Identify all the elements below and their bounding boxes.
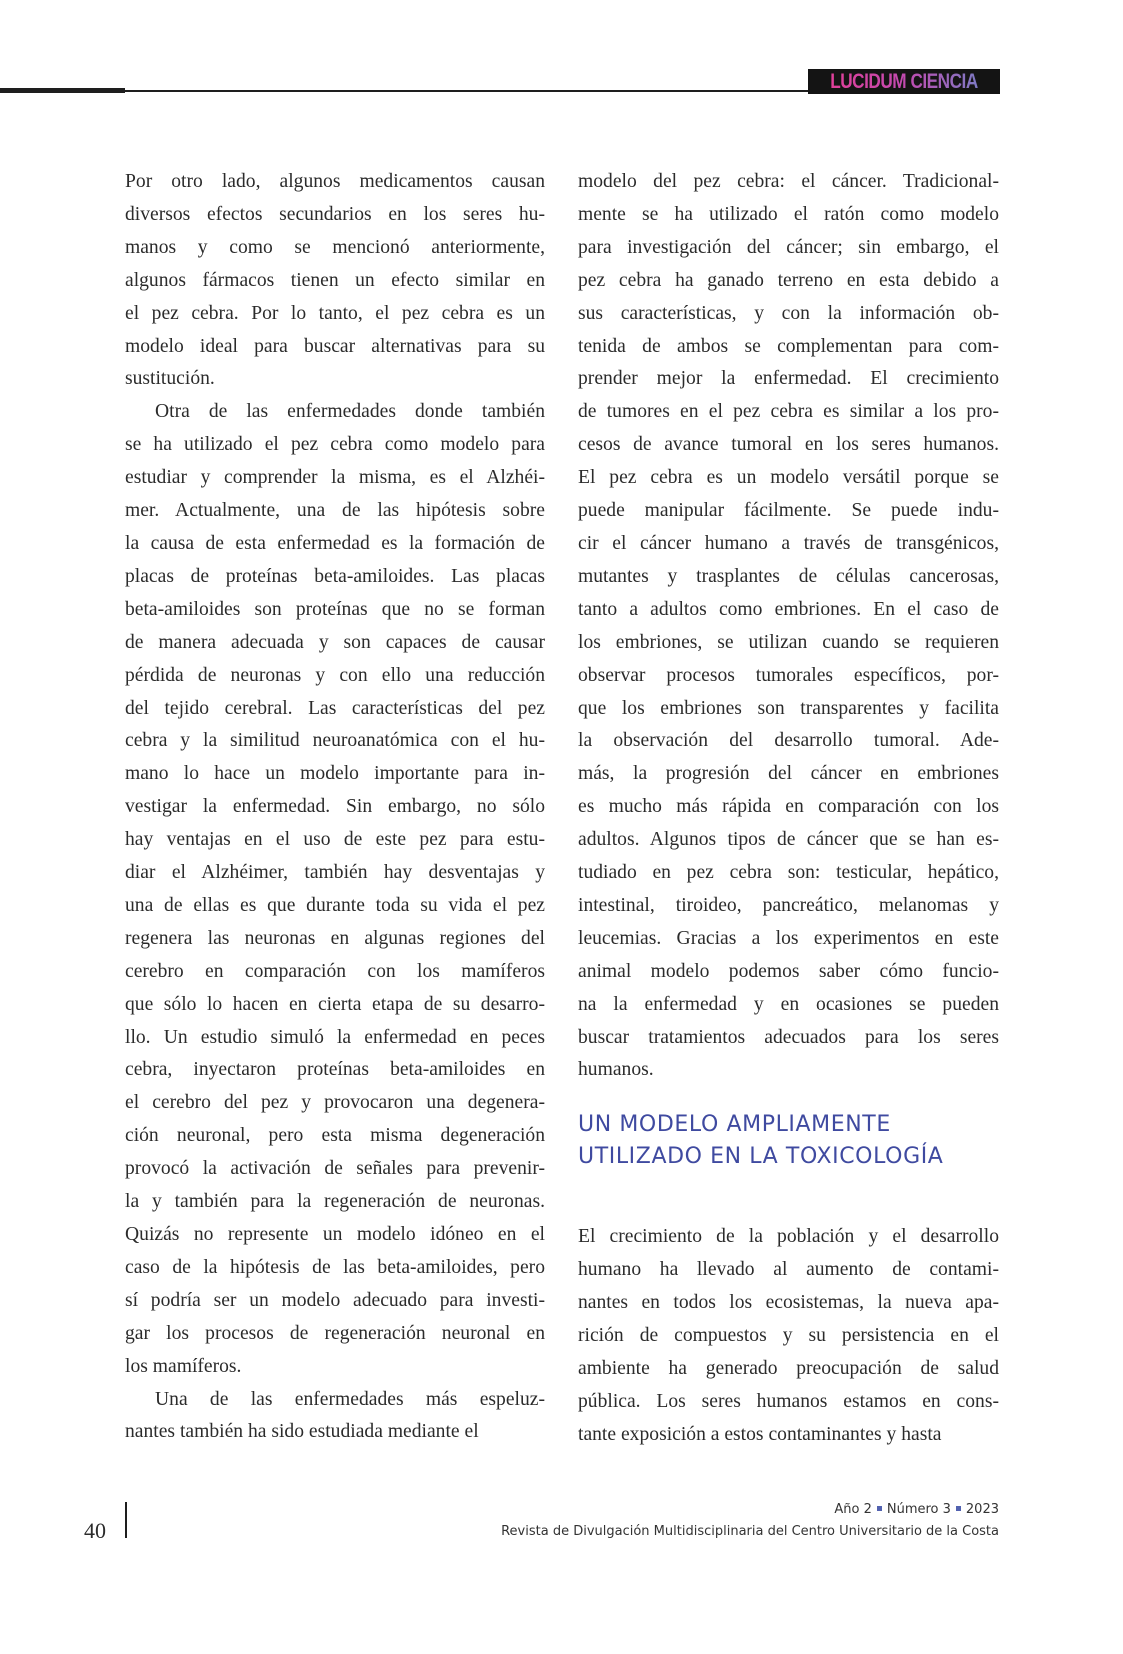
paragraph bbox=[125, 396, 545, 1383]
text-line: prender mejor la enfermedad. El crecimiento bbox=[578, 368, 999, 390]
text-line: estudiar y comprender la misma, es el Alzhéi- bbox=[125, 467, 545, 489]
brand-badge bbox=[808, 69, 1000, 94]
issue-number-label: Número 3 bbox=[886, 1502, 951, 1517]
text-line: la y también para la regeneración de neuronas. bbox=[125, 1191, 545, 1213]
text-line: diversos efectos secundarios en los seres hu- bbox=[125, 203, 545, 225]
text-line: Quizás no represente un modelo idóneo en el bbox=[125, 1224, 545, 1245]
text-line: nantes en todos los ecosistemas, la nueva apa- bbox=[578, 1292, 999, 1314]
footer-divider bbox=[125, 1502, 127, 1538]
text-line: mer. Actualmente, una de las hipótesis sobre bbox=[125, 500, 545, 522]
text-line: de tumores en el pez cebra es similar a los pro- bbox=[578, 401, 999, 423]
text-line: es mucho más rápida en comparación con los bbox=[578, 796, 999, 818]
text-line: para investigación del cáncer; sin embargo, el bbox=[578, 236, 999, 258]
text-line: mano lo hace un modelo importante para in- bbox=[125, 763, 545, 785]
text-line: pérdida de neuronas y con ello una reducción bbox=[125, 664, 545, 686]
left-column bbox=[125, 166, 545, 1449]
text-line: vestigar la enfermedad. Sin embargo, no sólo bbox=[125, 796, 545, 818]
text-line: placas de proteínas beta-amiloides. Las placas bbox=[125, 565, 545, 587]
text-line: hay ventajas en el uso de este pez para estu- bbox=[125, 829, 545, 851]
text-line: que los embriones son transparentes y facilita bbox=[578, 697, 999, 719]
paragraph bbox=[578, 166, 999, 1087]
text-line: manos y como se mencionó anteriormente, bbox=[125, 236, 545, 258]
text-line: que sólo lo hacen en cierta etapa de su desarro- bbox=[125, 993, 545, 1015]
paragraph bbox=[125, 1384, 545, 1450]
text-line: tudiado en pez cebra son: testicular, hepático, bbox=[578, 862, 999, 884]
text-line: sí podría ser un modelo adecuado para investi- bbox=[125, 1289, 545, 1311]
text-line: intestinal, tiroideo, pancreático, melanomas y bbox=[578, 894, 999, 916]
text-line: ambiente ha generado preocupación de salud bbox=[578, 1358, 999, 1379]
text-line: animal modelo podemos saber cómo funcio- bbox=[578, 960, 999, 982]
text-line: mente se ha utilizado el ratón como modelo bbox=[578, 203, 999, 225]
text-line: buscar tratamientos adecuados para los seres bbox=[578, 1026, 999, 1048]
text-line: rición de compuestos y su persistencia en el bbox=[578, 1325, 999, 1347]
text-line: puede manipular fácilmente. Se puede indu- bbox=[578, 500, 999, 522]
text-line: modelo ideal para buscar alternativas para su bbox=[125, 335, 545, 357]
text-line: una de ellas es que durante toda su vida el pez bbox=[125, 894, 545, 916]
issue-line bbox=[501, 1499, 999, 1521]
text-line: sustitución. bbox=[125, 368, 215, 390]
text-line: humano ha llevado al aumento de contami- bbox=[578, 1259, 999, 1281]
text-line: más, la progresión del cáncer en embriones bbox=[578, 763, 999, 785]
text-line: tenida de ambos se complementan para com- bbox=[578, 335, 999, 357]
text-line: El pez cebra es un modelo versátil porque se bbox=[578, 467, 999, 489]
page-number: 40 bbox=[84, 1518, 106, 1543]
section-heading-line-2: UTILIZADO EN LA TOXICOLOGÍA bbox=[578, 1144, 944, 1170]
text-line: leucemias. Gracias a los experimentos en este bbox=[578, 927, 999, 949]
text-line: la observación del desarrollo tumoral. Ade- bbox=[578, 730, 999, 752]
text-line: sus características, y con la información ob- bbox=[578, 302, 999, 324]
text-line: modelo del pez cebra: el cáncer. Tradicional- bbox=[578, 171, 999, 192]
text-line: diar el Alzhéimer, también hay desventajas y bbox=[125, 862, 545, 884]
text-line: se ha utilizado el pez cebra como modelo para bbox=[125, 434, 545, 456]
text-line: regenera las neuronas en algunas regiones del bbox=[125, 927, 545, 949]
text-line: mutantes y trasplantes de células cancerosas, bbox=[578, 565, 999, 587]
paragraph bbox=[578, 1221, 999, 1451]
right-column-body-top bbox=[578, 166, 999, 1087]
text-line: ción neuronal, pero esta misma degeneración bbox=[125, 1125, 545, 1147]
text-line: de manera adecuada y son capaces de causar bbox=[125, 631, 545, 653]
text-line: na la enfermedad y en ocasiones se pueden bbox=[578, 993, 999, 1015]
footer-info bbox=[501, 1499, 999, 1543]
text-line: pez cebra ha ganado terreno en esta debido a bbox=[578, 269, 999, 291]
square-bullet-icon bbox=[956, 1506, 961, 1511]
text-line: los embriones, se utilizan cuando se requieren bbox=[578, 631, 999, 653]
issue-year-label: Año 2 bbox=[834, 1502, 872, 1517]
text-line: del tejido cerebral. Las características del pez bbox=[125, 697, 545, 719]
text-line: la causa de esta enfermedad es la formación de bbox=[125, 532, 545, 554]
text-line: adultos. Algunos tipos de cáncer que se han es- bbox=[578, 829, 999, 851]
text-line: cebra, inyectaron proteínas beta-amiloides en bbox=[125, 1059, 545, 1081]
paragraph bbox=[125, 166, 545, 396]
text-line: cebra y la similitud neuroanatómica con el hu- bbox=[125, 730, 545, 752]
text-line: el pez cebra. Por lo tanto, el pez cebra es un bbox=[125, 302, 545, 324]
right-column bbox=[578, 166, 999, 1452]
text-line: algunos fármacos tienen un efecto similar en bbox=[125, 269, 545, 291]
text-line: El crecimiento de la población y el desarrollo bbox=[578, 1226, 999, 1248]
square-bullet-icon bbox=[877, 1506, 882, 1511]
journal-name: Revista de Divulgación Multidisciplinaria del Centro Universitario de la Costa bbox=[501, 1524, 999, 1539]
text-line: beta-amiloides son proteínas que no se forman bbox=[125, 598, 545, 620]
text-line: pública. Los seres humanos estamos en cons- bbox=[578, 1390, 999, 1412]
section-heading bbox=[578, 1109, 999, 1173]
text-line: llo. Un estudio simuló la enfermedad en peces bbox=[125, 1026, 545, 1048]
text-line: tante exposición a estos contaminantes y hasta bbox=[578, 1423, 942, 1445]
text-line: provocó la activación de señales para prevenir- bbox=[125, 1158, 545, 1180]
text-line: Una de las enfermedades más espeluz- bbox=[155, 1388, 545, 1410]
text-line: gar los procesos de regeneración neuronal en bbox=[125, 1322, 545, 1344]
brand-title: LUCIDUM CIENCIA bbox=[830, 69, 978, 93]
text-line: nantes también ha sido estudiada mediante el bbox=[125, 1421, 479, 1443]
text-line: el cerebro del pez y provocaron una degenera- bbox=[125, 1092, 545, 1114]
text-line: cir el cáncer humano a través de transgénicos, bbox=[578, 532, 999, 554]
issue-pub-year: 2023 bbox=[965, 1502, 999, 1517]
right-column-body-bottom bbox=[578, 1221, 999, 1451]
text-line: caso de la hipótesis de las beta-amiloides, pero bbox=[125, 1256, 545, 1278]
text-line: tanto a adultos como embriones. En el caso de bbox=[578, 598, 999, 620]
text-line: observar procesos tumorales específicos, por- bbox=[578, 664, 999, 686]
text-line: Por otro lado, algunos medicamentos causan bbox=[125, 171, 545, 192]
text-line: cesos de avance tumoral en los seres humanos. bbox=[578, 434, 999, 456]
text-line: Otra de las enfermedades donde también bbox=[155, 401, 545, 423]
text-line: cerebro en comparación con los mamíferos bbox=[125, 960, 545, 982]
header-rule-thin bbox=[125, 90, 810, 92]
header-rule-thick bbox=[0, 88, 125, 93]
text-line: humanos. bbox=[578, 1059, 654, 1081]
section-heading-line-1: UN MODELO AMPLIAMENTE bbox=[578, 1112, 891, 1138]
text-line: los mamíferos. bbox=[125, 1355, 242, 1377]
